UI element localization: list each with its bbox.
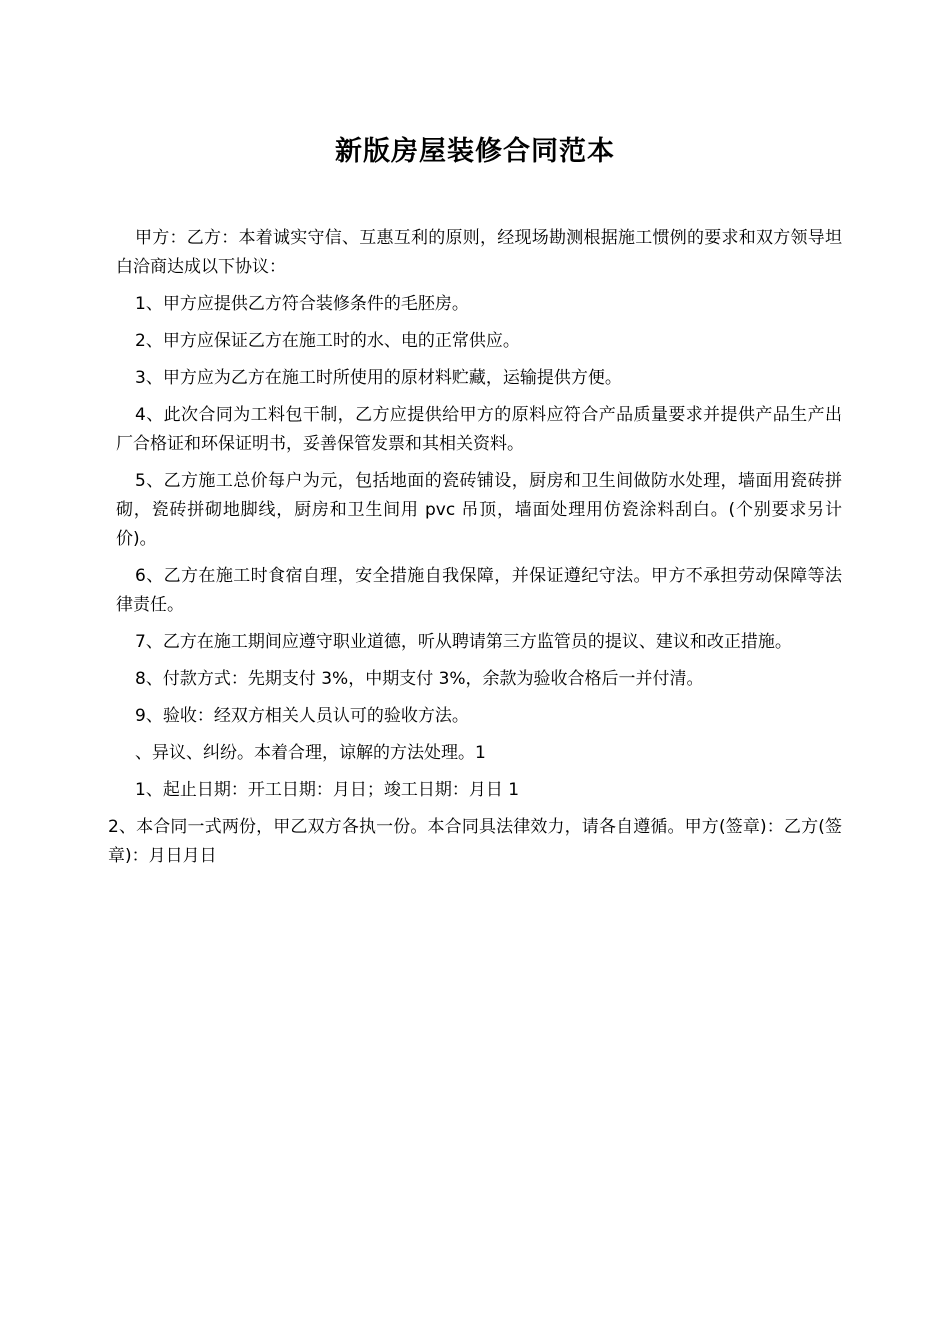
- paragraph-signature: 2、本合同一式两份，甲乙双方各执一份。本合同具法律效力，请各自遵循。甲方(签章)：乙方(签章)：月日月日: [108, 817, 842, 866]
- paragraph-clause-6: 6、乙方在施工时食宿自理，安全措施自我保障，并保证遵纪守法。甲方不承担劳动保障等法律责任。: [116, 566, 842, 615]
- paragraph-clause-4: 4、此次合同为工料包干制，乙方应提供给甲方的原料应符合产品质量要求并提供产品生产出厂合格证和环保证明书，妥善保管发票和其相关资料。: [116, 405, 842, 454]
- paragraph-clause-9-acceptance: 9、验收：经双方相关人员认可的验收方法。: [135, 706, 469, 726]
- paragraph-dates: 1、起止日期：开工日期：月日；竣工日期：月日 1: [135, 780, 520, 800]
- paragraph-dispute: 、异议、纠纷。本着合理，谅解的方法处理。1: [135, 743, 486, 763]
- paragraph-parties: 甲方：乙方：本着诚实守信、互惠互利的原则，经现场勘测根据施工惯例的要求和双方领导坦白洽商达成以下协议：: [116, 228, 842, 277]
- document-title: 新版房屋装修合同范本: [335, 136, 615, 167]
- paragraph-clause-2: 2、甲方应保证乙方在施工时的水、电的正常供应。: [135, 331, 520, 351]
- paragraph-clause-3: 3、甲方应为乙方在施工时所使用的原材料贮藏，运输提供方便。: [135, 368, 622, 388]
- paragraph-clause-7: 7、乙方在施工期间应遵守职业道德，听从聘请第三方监管员的提议、建议和改正措施。: [135, 632, 792, 652]
- paragraph-clause-5: 5、乙方施工总价每户为元，包括地面的瓷砖铺设，厨房和卫生间做防水处理，墙面用瓷砖拼砌，瓷砖拼砌地脚线，厨房和卫生间用 pvc 吊顶，墙面处理用仿瓷涂料刮白。(个别要求另计价)。: [116, 471, 842, 549]
- paragraph-clause-8-payment: 8、付款方式：先期支付 3%，中期支付 3%，余款为验收合格后一并付清。: [135, 669, 704, 689]
- document-body: [108, 224, 842, 879]
- paragraph-clause-1: 1、甲方应提供乙方符合装修条件的毛胚房。: [135, 294, 469, 314]
